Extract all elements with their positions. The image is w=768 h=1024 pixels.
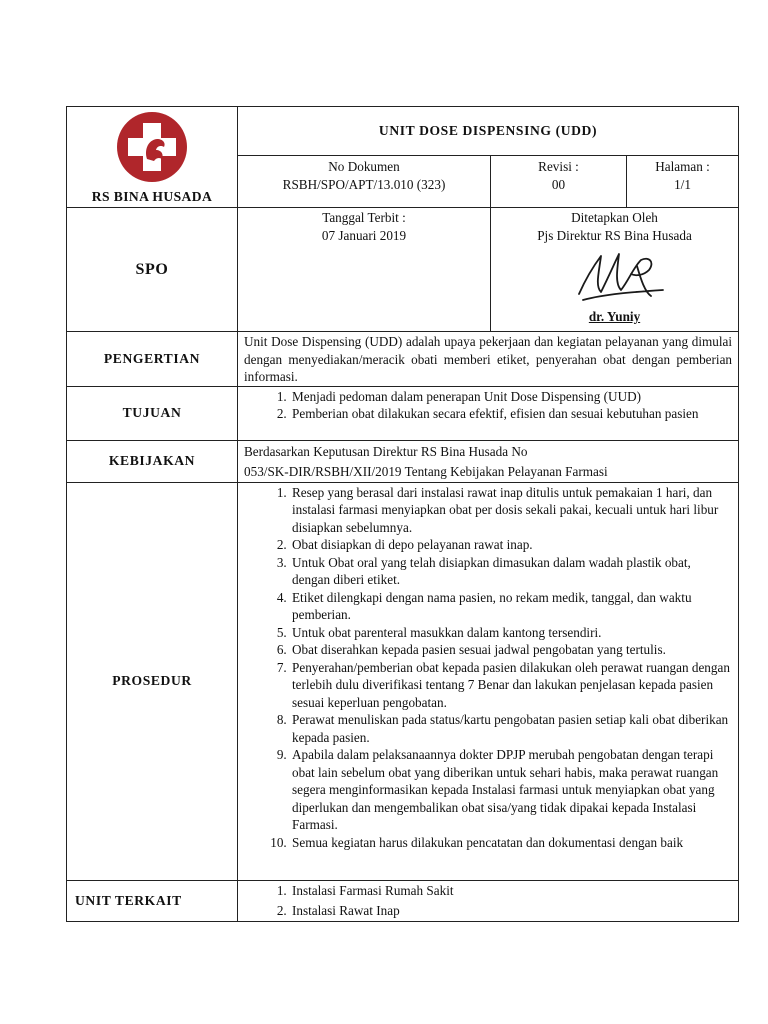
list-item: 1. Instalasi Farmasi Rumah Sakit [290, 881, 738, 901]
list-item: 9. Apabila dalam pelaksanaannya dokter DPJP merubah pengobatan dengan terapi obat lain sebelum obat yang diberikan untuk sehari habis, maka perawat ruangan segera menginformasikan kepada Instalasi farmasi untuk menyiapkan obat yang diperlukan dan mengembalikan obat sisa/yang tidak dipakai kepada Instalasi Farmasi. [290, 746, 732, 834]
red-cross-logo-icon [114, 112, 190, 182]
document-type: SPO [67, 208, 238, 332]
prosedur-cell [238, 482, 739, 880]
revision-label: Revisi : [538, 159, 579, 174]
list-item: 1. Menjadi pedoman dalam penerapan Unit Dose Dispensing (UUD) [290, 388, 738, 406]
approved-by-role: Pjs Direktur RS Bina Husada [537, 227, 692, 243]
list-item: 1. Resep yang berasal dari instalasi rawat inap ditulis untuk pemakaian 1 hari, dan instalasi farmasi menyiapkan obat per dosis sekali pakai, kecuali untuk hari libur disiapkan sebelumnya. [290, 484, 732, 537]
list-item: 2. Pemberian obat dilakukan secara efektif, efisien dan sesuai kebutuhan pasien [290, 405, 738, 423]
list-item: 3. Untuk Obat oral yang telah disiapkan dimasukan dalam wadah plastik obat, dengan diberi etiket. [290, 554, 732, 589]
list-item: 7. Penyerahan/pemberian obat kepada pasien dilakukan oleh perawat ruangan dengan terlebih dulu diverifikasi tentang 7 Benar dan lakukan penjelasan kepada pasien sesuai keperluan pengobatan. [290, 659, 732, 712]
page-number-value: 1/1 [674, 176, 691, 192]
pengertian-label: PENGERTIAN [67, 332, 238, 387]
document-title: UNIT DOSE DISPENSING (UDD) [238, 107, 739, 156]
tujuan-list [238, 388, 738, 423]
kebijakan-line-2: 053/SK-DIR/RSBH/XII/2019 Tentang Kebijakan Pelayanan Farmasi [244, 463, 608, 479]
unit-terkait-cell [238, 880, 739, 921]
document-number-value: RSBH/SPO/APT/13.010 (323) [282, 176, 446, 192]
hospital-name: RS BINA HUSADA [91, 188, 213, 204]
approved-by-label: Ditetapkan Oleh [571, 210, 658, 225]
list-item: 6. Obat diserahkan kepada pasien sesuai jadwal pengobatan yang tertulis. [290, 641, 732, 659]
issue-date-label: Tanggal Terbit : [322, 210, 406, 225]
page-number-label: Halaman : [655, 159, 710, 174]
list-item: 2. Instalasi Rawat Inap [290, 901, 738, 921]
revision-value: 00 [551, 176, 566, 192]
spo-document [66, 106, 738, 922]
issue-date-cell [238, 208, 491, 332]
unit-terkait-label: UNIT TERKAIT [67, 880, 238, 921]
tujuan-label: TUJUAN [67, 386, 238, 440]
list-item: 10. Semua kegiatan harus dilakukan pencatatan dan dokumentasi dengan baik [290, 834, 732, 852]
list-item: 4. Etiket dilengkapi dengan nama pasien, no rekam medik, tanggal, dan waktu pemberian. [290, 589, 732, 624]
document-number-cell [238, 156, 491, 208]
kebijakan-cell [238, 440, 739, 482]
signature [491, 244, 738, 306]
kebijakan-label: KEBIJAKAN [67, 440, 238, 482]
document-number-label: No Dokumen [328, 159, 400, 174]
approval-cell [491, 208, 739, 332]
signature-icon [571, 246, 671, 308]
issue-date-value: 07 Januari 2019 [321, 227, 407, 243]
list-item: 8. Perawat menuliskan pada status/kartu pengobatan pasien setiap kali obat diberikan kepada pasien. [290, 711, 732, 746]
logo-cell [67, 107, 238, 208]
page-number-cell [627, 156, 739, 208]
approver-name: dr. Yuniy [588, 309, 641, 324]
spo-table [66, 106, 739, 922]
unit-terkait-list [238, 881, 738, 921]
hospital-logo [67, 112, 237, 187]
list-item: 2. Obat disiapkan di depo pelayanan rawat inap. [290, 536, 732, 554]
prosedur-label: PROSEDUR [67, 482, 238, 880]
revision-cell [491, 156, 627, 208]
tujuan-cell [238, 386, 739, 440]
prosedur-list [238, 484, 732, 852]
list-item: 5. Untuk obat parenteral masukkan dalam kantong tersendiri. [290, 624, 732, 642]
kebijakan-line-1: Berdasarkan Keputusan Direktur RS Bina Husada No [244, 443, 528, 459]
pengertian-text: Unit Dose Dispensing (UDD) adalah upaya pekerjaan dan kegiatan pelayanan yang dimulai dengan menyediakan/meracik obati memberi etiket, penyerahan obat dengan pemberian informasi. [238, 332, 739, 387]
